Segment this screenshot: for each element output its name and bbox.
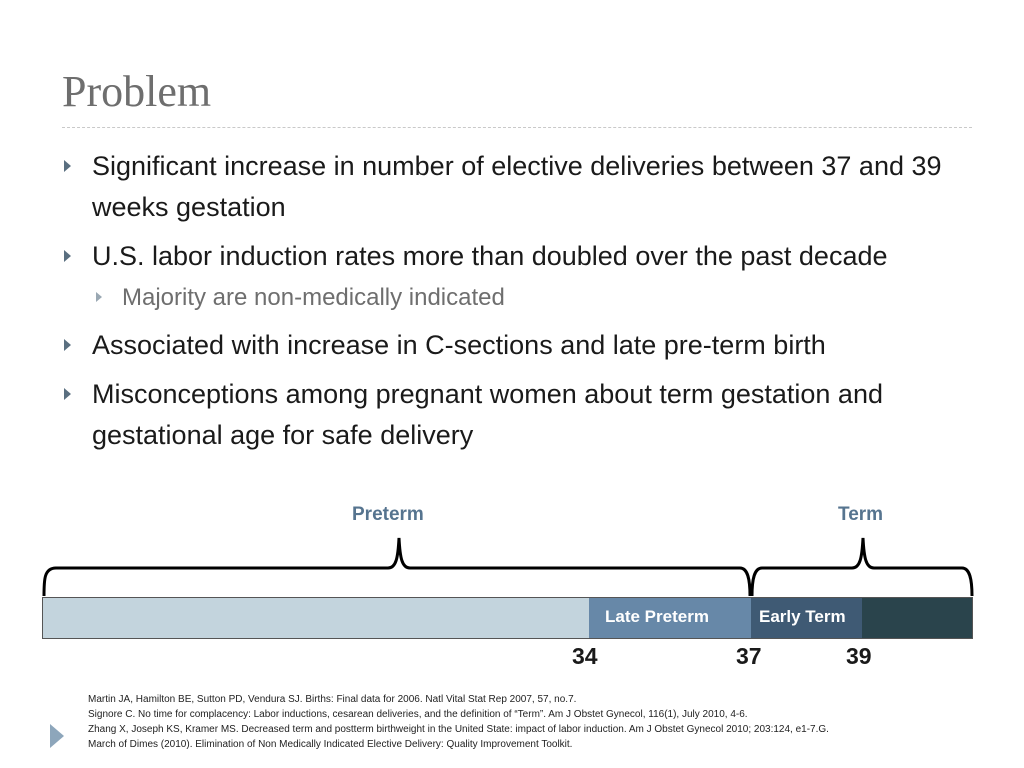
references xyxy=(88,692,968,752)
slide-title: Problem xyxy=(62,67,212,116)
reference-item: March of Dimes (2010). Elimination of Non Medically Indicated Elective Delivery: Quality Improvement Toolkit. xyxy=(88,739,573,750)
reference-item: Signore C. No time for complacency: Labor inductions, cesarean deliveries, and the definition of “Term”. Am J Obstet Gynecol, 116(1), July 2010, 4-6. xyxy=(88,709,748,720)
preterm-brace xyxy=(44,538,750,596)
bullet-text: U.S. labor induction rates more than doubled over the past decade xyxy=(92,241,888,271)
preterm-label: Preterm xyxy=(352,504,424,525)
corner-arrow-icon xyxy=(0,718,70,768)
bullet-text: Misconceptions among pregnant women about term gestation and gestational age for safe delivery xyxy=(92,379,883,450)
bullet-text: Significant increase in number of elective deliveries between 37 and 39 weeks gestation xyxy=(92,151,942,222)
early-term-segment xyxy=(751,597,862,639)
preterm-segment xyxy=(42,597,589,639)
late-preterm-segment xyxy=(589,597,751,639)
bullet-text: Associated with increase in C-sections and late pre-term birth xyxy=(92,330,826,360)
reference-item: Martin JA, Hamilton BE, Sutton PD, Vendura SJ. Births: Final data for 2006. Natl Vital Stat Rep 2007, 57, no.7. xyxy=(88,694,577,705)
tick-37: 37 xyxy=(736,643,762,669)
tick-39: 39 xyxy=(846,643,872,669)
late-preterm-label: Late Preterm xyxy=(605,607,709,626)
reference-item: Zhang X, Joseph KS, Kramer MS. Decreased term and postterm birthweight in the United State: impact of labor induction. Am J Obstet Gynecol 2010; 203:124, e1-7.G. xyxy=(88,724,829,735)
full-term-segment xyxy=(862,597,973,639)
term-label: Term xyxy=(838,504,884,525)
early-term-label: Early Term xyxy=(759,607,846,626)
term-brace xyxy=(752,538,972,596)
tick-34: 34 xyxy=(572,643,598,669)
sub-bullet-text: Majority are non-medically indicated xyxy=(122,284,505,311)
